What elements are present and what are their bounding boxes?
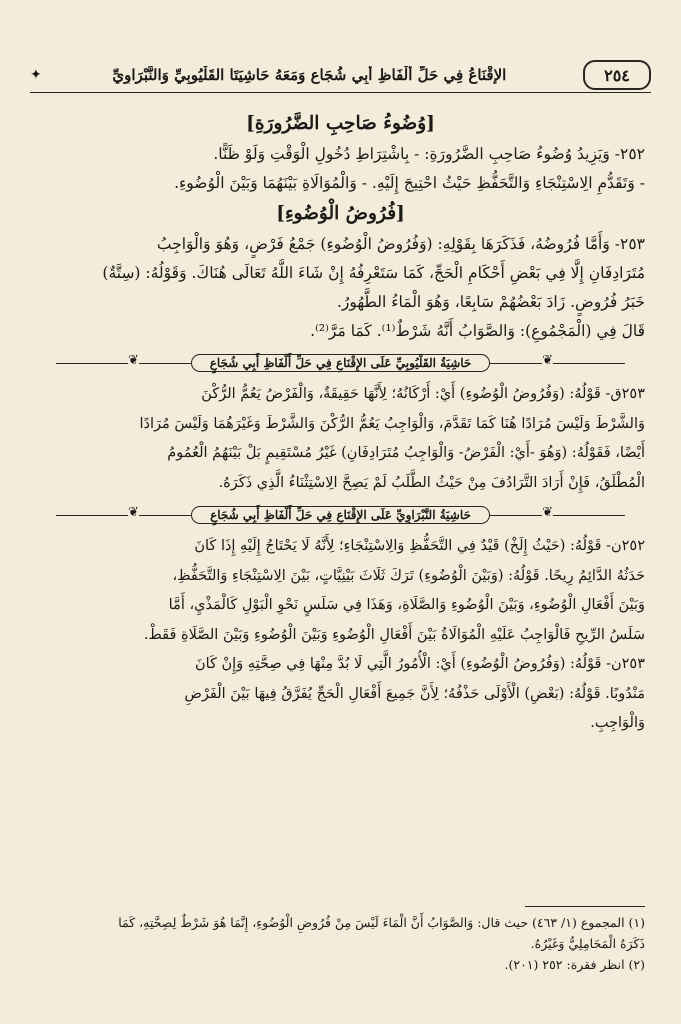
- divider-ornament-icon: ❦: [542, 353, 553, 368]
- footnote-rule: [525, 906, 645, 907]
- paragraph-line: ٢٥٣- وَأَمَّا فُرُوضُهُ، فَذَكَرَهَا بِقَوْلِهِ: (وَفُرُوضُ الْوُضُوءِ) جَمْعُ فَرْضٍ، وَهُوَ وَالْوَاجِبُ: [156, 235, 645, 253]
- heading-furud: [فُرُوضُ الْوُضُوءِ]: [276, 203, 405, 224]
- footnote-line: (١) المجموع (١/ ٤٦٣) حيث قال: وَالصَّوَابُ أَنَّ الْمَاءَ لَيْسَ مِنْ فُرُوضِ الْوُضُوءِ، إِنَّمَا هُوَ شَرْطٌ لِصِحَّتِهِ، كَمَا: [118, 915, 645, 930]
- main-text: [36, 108, 645, 739]
- paragraph-line: ٢٥٣ن- قَوْلُهُ: (وَفُرُوضُ الْوُضُوءِ) أَيْ: الْأُمُورُ الَّتِي لَا بُدَّ مِنْهَا فِي صِحَّتِهِ وَإِنْ كَانَ: [194, 656, 645, 672]
- heading-darura: [وُضُوءُ صَاحِبِ الضَّرُورَةِ]: [246, 113, 435, 134]
- paragraph-line: حَدَثُهُ الدَّائِمُ رِيحًا. قَوْلُهُ: (وَبَيْنَ الْوُضُوءِ) تَرَكَ ثَلَاثَ بَيْنِيَّاتٍ، بَيْنَ الِاسْتِنْجَاءِ وَالتَّحَفُّظِ،: [172, 567, 645, 584]
- divider-ornament-icon: ❦: [128, 353, 139, 368]
- paragraph-line: مُتَرَادِفَانِ إِلَّا فِي بَعْضِ أَحْكَامِ الْحَجِّ، كَمَا سَتَعْرِفُهُ إِنْ شَاءَ اللَّهُ تَعَالَى هُنَاكَ. وَقَوْلُهُ: (سِتَّةٌ): [102, 264, 645, 282]
- page-header: [30, 58, 651, 93]
- commentary-title-qalyubi: حَاشِيَةُ القَلْيُوبِيِّ عَلَى الإِقْنَاعِ فِي حَلِّ أَلْفَاظِ أَبِي شُجَاعٍ: [191, 354, 491, 372]
- paragraph-line: أَيْضًا، فَقَوْلُهُ: (وَهُوَ -أَيْ: الْفَرْضُ- وَالْوَاجِبُ مُتَرَادِفَانِ) غَيْرُ مُسْتَقِيمٍ بَلْ بَيْنَهُمُ الْعُمُومُ: [167, 445, 645, 461]
- paragraph-line: وَالشَّرْطَ وَلَيْسَ مُرَادًا هُنَا كَمَا تَقَدَّمَ، وَالْوَاجِبُ يَعُمُّ الرُّكْنَ وَالشَّرْطَ وَغَيْرَهُمَا وَلَيْسَ مُرَادًا: [139, 415, 645, 432]
- commentary-divider-nabrawi: [36, 502, 645, 528]
- paragraph-line: ٢٥٣ق- قَوْلُهُ: (وَفُرُوضُ الْوُضُوءِ) أَيْ: أَرْكَانُهُ؛ لِأَنَّهَا حَقِيقَةٌ، وَالْفَرْضُ يَعُمُّ الرُّكْنَ: [201, 386, 645, 402]
- paragraph-line: وَالْوَاجِبِ.: [590, 715, 645, 731]
- paragraph-line: قَالَ فِي (الْمَجْمُوعِ): وَالصَّوَابُ أَنَّهُ شَرْطٌ⁽¹⁾. كَمَا مَرَّ⁽²⁾.: [310, 322, 645, 340]
- divider-ornament-icon: ❦: [542, 505, 553, 520]
- paragraph-line: الْمُطْلَقُ، فَإِنْ أَرَادَ التَّرَادُفَ مِنْ حَيْثُ الطَّلَبُ لَمْ يَصِحَّ الِاسْتِثْنَاءُ الَّذِي ذَكَرَهُ.: [218, 474, 645, 491]
- footnotes: [36, 912, 645, 975]
- paragraph-line: مَنْدُوبًا. قَوْلُهُ: (بَعْضِ) الْأَوْلَى حَذْفُهُ؛ لِأَنَّ جَمِيعَ أَفْعَالِ الْحَجِّ يُفَرَّقُ فِيهَا بَيْنَ الْفَرْضِ: [184, 685, 645, 702]
- paragraph-line: خَبَرُ فُرُوضٍ. زَادَ بَعْضُهُمْ سَابِعًا، وَهُوَ الْمَاءُ الطَّهُورُ.: [336, 293, 645, 311]
- commentary-title-nabrawi: حَاشِيَةُ النَّبْرَاوِيِّ عَلَى الإِقْنَاعِ فِي حَلِّ أَلْفَاظِ أَبِي شُجَاعٍ: [191, 506, 490, 524]
- paragraph-line: ٢٥٢- وَيَزِيدُ وُضُوءُ صَاحِبِ الضَّرُورَةِ: - بِاشْتِرَاطِ دُخُولِ الْوَقْتِ وَلَوْ ظَنًّا.: [213, 145, 645, 163]
- page-number: ٢٥٤: [583, 60, 651, 90]
- footnote-line: (٢) انظر فقرة: ٢٥٢ (٢٠١).: [504, 957, 645, 972]
- commentary-divider-qalyubi: [36, 350, 645, 376]
- divider-ornament-icon: ❦: [128, 505, 139, 520]
- paragraph-line: - وَتَقَدُّمِ الِاسْتِنْجَاءِ وَالتَّحَفُّظِ حَيْثُ احْتِيجَ إِلَيْهِ. - وَالْمُوَالَاةِ بَيْنَهُمَا وَبَيْنَ الْوُضُوءِ.: [174, 174, 645, 192]
- running-title: الإِقْنَاعُ فِي حَلِّ أَلْفَاظِ أَبِي شُجَاعٍ وَمَعَهُ حَاشِيَتَا القَلْيُوبِيِّ وَالنَّبْرَاوِيِّ: [112, 66, 507, 84]
- header-ornament-icon: ✦: [30, 67, 42, 83]
- paragraph-line: سَلَسُ الرِّيحِ فَالْوَاجِبُ عَلَيْهِ الْمُوَالَاةُ بَيْنَ أَفْعَالِ الْوُضُوءِ وَبَيْنَ الْوُضُوءِ وَبَيْنَ الصَّلَاةِ فَقَطْ.: [143, 626, 645, 643]
- paragraph-line: وَبَيْنَ أَفْعَالِ الْوُضُوءِ، وَبَيْنَ الْوُضُوءِ وَالصَّلَاةِ، وَهَذَا فِي سَلَسٍ نَحْوِ الْبَوْلِ كَالْمَذْيِ، أَمَّا: [168, 597, 645, 613]
- footnote-line: ذَكَرَهُ الْمَحَامِلِيُّ وَغَيْرُهُ.: [530, 936, 645, 951]
- paragraph-line: ٢٥٢ن- قَوْلُهُ: (حَيْثُ إِلَخْ) قَيْدٌ فِي التَّحَفُّظِ وَالِاسْتِنْجَاءِ؛ لِأَنَّهُ لَا يَحْتَاجُ إِلَيْهِ إِذَا كَانَ: [194, 538, 645, 554]
